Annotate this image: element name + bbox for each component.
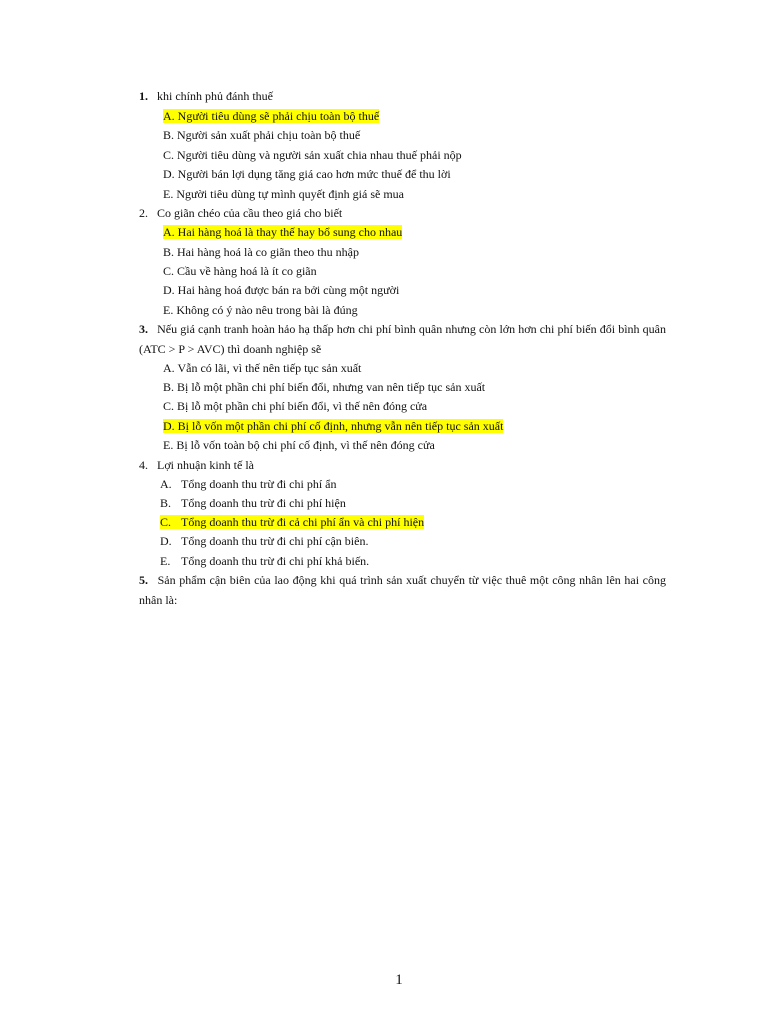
highlighted-answer: A. Người tiêu dùng sẽ phải chịu toàn bộ thuế	[163, 109, 380, 123]
option-text: Tổng doanh thu trừ đi chi phí hiện	[181, 496, 346, 510]
option-4c	[160, 513, 424, 533]
option-text: E. Bị lỗ vốn toàn bộ chi phí cố định, vì thế nên đóng cửa	[163, 438, 435, 452]
option-3b	[163, 378, 485, 398]
option-text: B. Hai hàng hoá là co giãn theo thu nhập	[163, 245, 359, 259]
option-text: C. Người tiêu dùng và người sản xuất chia nhau thuế phải nộp	[163, 148, 462, 162]
option-1e	[163, 185, 404, 205]
option-text: C. Cầu về hàng hoá là ít co giãn	[163, 264, 317, 278]
question-text: Sản phẩm cận biên của lao động khi quá trình sản xuất chuyển từ việc thuê một công nhân lên hai công nhân là:	[139, 573, 666, 607]
option-letter: C.	[160, 515, 172, 529]
option-4b	[160, 494, 346, 514]
option-2c	[163, 262, 317, 282]
option-letter: E.	[160, 554, 171, 568]
option-text: C. Bị lỗ một phần chi phí biến đổi, vì thế nên đóng cửa	[163, 399, 428, 413]
question-number: 3.	[139, 322, 148, 336]
option-text: E. Người tiêu dùng tự mình quyết định giá sẽ mua	[163, 187, 404, 201]
option-text: B. Bị lỗ một phần chi phí biến đổi, nhưng van nên tiếp tục sản xuất	[163, 380, 486, 394]
option-1b	[163, 126, 360, 146]
question-text: Nếu giá cạnh tranh hoàn hảo hạ thấp hơn chi phí bình quân nhưng còn lớn hơn chi phí biến đổi bình quân (ATC > P > AVC) thì doanh nghiệp sẽ	[139, 322, 667, 356]
option-2d	[163, 281, 399, 301]
option-3a	[163, 359, 361, 379]
option-text: Tổng doanh thu trừ đi chi phí khả biến.	[181, 554, 370, 568]
option-text: E. Không có ý nào nêu trong bài là đúng	[163, 303, 358, 317]
question-4	[139, 456, 666, 476]
option-letter: A.	[160, 477, 172, 491]
option-text: D. Người bán lợi dụng tăng giá cao hơn mức thuế để thu lời	[163, 167, 451, 181]
option-1d	[163, 165, 451, 185]
question-1	[139, 87, 666, 107]
question-text: khi chính phủ đánh thuế	[157, 89, 273, 103]
option-1a	[163, 107, 379, 127]
question-number: 1.	[139, 89, 148, 103]
option-text: Tổng doanh thu trừ đi chi phí cận biên.	[181, 534, 369, 548]
option-text: Tổng doanh thu trừ đi cả chi phí ẩn và chi phí hiện	[181, 515, 425, 529]
highlighted-answer: A. Hai hàng hoá là thay thế hay bổ sung cho nhau	[163, 225, 403, 239]
option-letter: B.	[160, 496, 172, 510]
page-number: 1	[395, 972, 403, 988]
option-2a	[163, 223, 402, 243]
highlighted-answer: D. Bị lỗ vốn một phần chi phí cố định, nhưng vẫn nên tiếp tục sản xuất	[163, 419, 504, 433]
question-2	[139, 204, 666, 224]
question-number: 2.	[139, 206, 148, 220]
option-4d	[160, 532, 368, 552]
question-text: Lợi nhuận kinh tế là	[157, 458, 254, 472]
option-text: B. Người sản xuất phải chịu toàn bộ thuế	[163, 128, 361, 142]
option-text: Tổng doanh thu trừ đi chi phí ẩn	[181, 477, 337, 491]
option-3c	[163, 397, 427, 417]
option-4a	[160, 475, 336, 495]
option-text: A. Vẫn có lãi, vì thế nên tiếp tục sản xuất	[163, 361, 362, 375]
option-2b	[163, 243, 359, 263]
question-number: 4.	[139, 458, 148, 472]
question-5	[139, 571, 666, 610]
option-4e	[160, 552, 369, 572]
option-text: D. Hai hàng hoá được bán ra bởi cùng một người	[163, 283, 400, 297]
highlighted-answer	[160, 515, 424, 529]
option-2e	[163, 301, 358, 321]
option-3e	[163, 436, 435, 456]
option-3d	[163, 417, 503, 437]
question-3	[139, 320, 666, 359]
question-text: Co giãn chéo của cầu theo giá cho biết	[157, 206, 343, 220]
option-1c	[163, 146, 462, 166]
option-letter: D.	[160, 534, 172, 548]
question-number: 5.	[139, 573, 148, 587]
